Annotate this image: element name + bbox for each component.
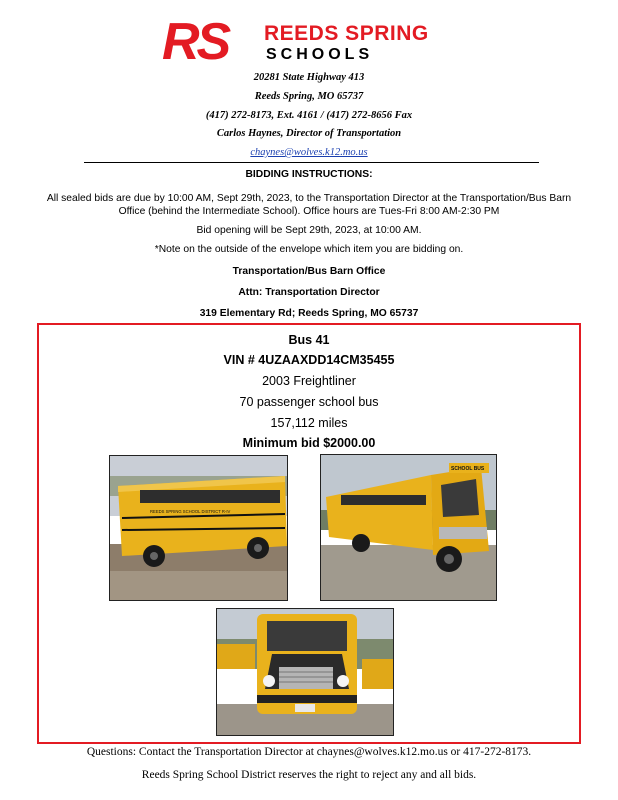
bus-vin: VIN # 4UZAAXDD14CM35455 bbox=[223, 353, 395, 367]
address-city: Reeds Spring, MO 65737 bbox=[254, 91, 364, 102]
address-street: 20281 State Highway 413 bbox=[253, 72, 365, 83]
bid-opening-text: Bid opening will be Sept 29th, 2023, at 10:00 AM. bbox=[196, 225, 422, 236]
bus-photo-front bbox=[216, 608, 394, 736]
office-name: Transportation/Bus Barn Office bbox=[232, 266, 386, 277]
envelope-note: *Note on the outside of the envelope which item you are bidding on. bbox=[154, 244, 464, 255]
contact-email-link[interactable]: chaynes@wolves.k12.mo.us bbox=[250, 147, 368, 158]
office-attn: Attn: Transportation Director bbox=[238, 287, 380, 298]
address-contact: Carlos Haynes, Director of Transportation bbox=[216, 128, 402, 139]
bus-photo-side bbox=[109, 455, 288, 601]
bus-mileage: 157,112 miles bbox=[270, 416, 348, 430]
instructions-line-1: All sealed bids are due by 10:00 AM, Sept 29th, 2023, to the Transportation Director at the Transportation/Bus Barn bbox=[46, 193, 572, 204]
address-phone: (417) 272-8173, Ext. 4161 / (417) 272-8656 Fax bbox=[205, 110, 413, 121]
address-email-wrap bbox=[0, 147, 618, 158]
instructions-line-2: Office (behind the Intermediate School). Office hours are Tues-Fri 8:00 AM-2:30 PM bbox=[118, 206, 500, 217]
logo-schools-word: SCHOOLS bbox=[266, 46, 374, 63]
logo-school-name: REEDS SPRING bbox=[264, 22, 429, 45]
footer-disclaimer: Reeds Spring School District reserves the right to reject any and all bids. bbox=[141, 769, 477, 781]
bus-side-lettering: REEDS SPRING SCHOOL DISTRICT R-IV bbox=[150, 509, 231, 514]
header-divider bbox=[84, 162, 539, 163]
bus-model: 2003 Freightliner bbox=[262, 374, 356, 388]
bus-minimum-bid: Minimum bid $2000.00 bbox=[242, 436, 376, 450]
school-logo bbox=[162, 13, 462, 72]
bus-sign-lettering: SCHOOL BUS bbox=[451, 466, 485, 472]
bus-photo-front-angle bbox=[320, 454, 497, 601]
bus-name: Bus 41 bbox=[288, 333, 330, 347]
logo-monogram: RS bbox=[162, 13, 229, 71]
bus-capacity: 70 passenger school bus bbox=[239, 395, 379, 409]
footer-questions: Questions: Contact the Transportation Director at chaynes@wolves.k12.mo.us or 417-272-8173. bbox=[86, 746, 532, 758]
office-address: 319 Elementary Rd; Reeds Spring, MO 65737 bbox=[199, 308, 419, 319]
instructions-heading: BIDDING INSTRUCTIONS: bbox=[245, 169, 373, 180]
